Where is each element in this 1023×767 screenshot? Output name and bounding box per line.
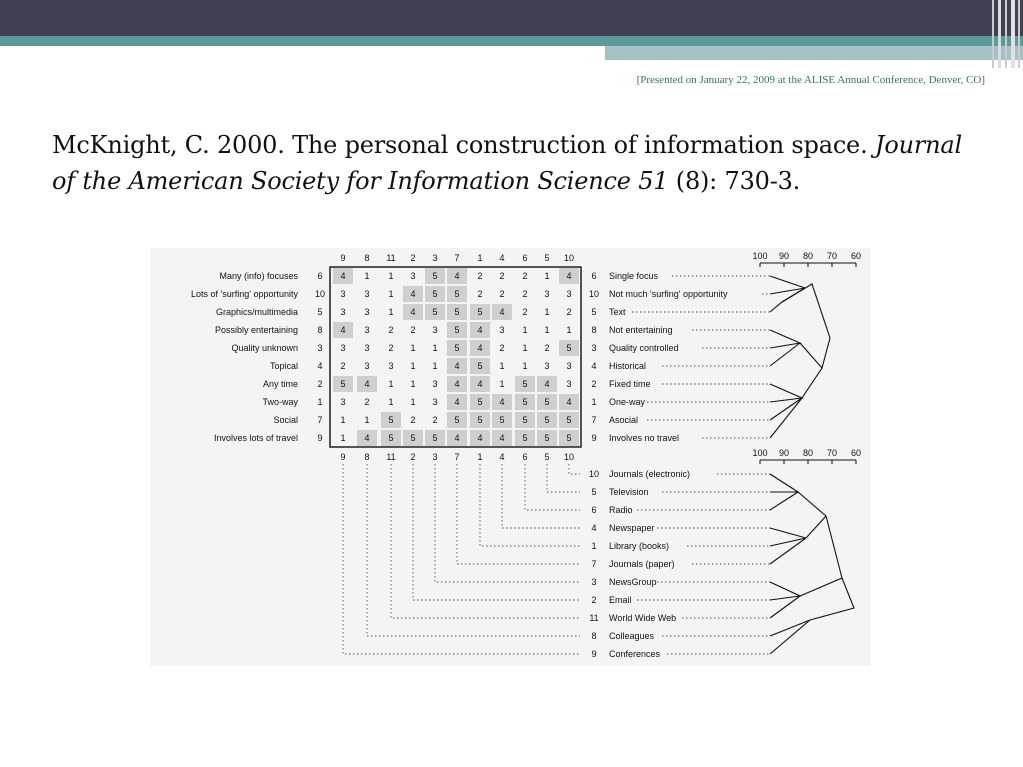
grid-cell-value: 2 xyxy=(499,271,505,281)
citation xyxy=(52,127,982,199)
grid-cell-value: 5 xyxy=(566,415,572,425)
element-label: Email xyxy=(609,595,632,605)
element-label: Journals (paper) xyxy=(609,559,675,569)
grid-cell-value: 4 xyxy=(566,271,572,281)
grid-cell-value: 5 xyxy=(454,289,460,299)
grid-cell-value: 3 xyxy=(364,343,370,353)
column-header-bottom: 5 xyxy=(544,452,550,462)
column-header-bottom: 3 xyxy=(432,452,438,462)
construct-left-label: Social xyxy=(273,415,298,425)
journal-name: Journal of the American Society for Information Science 51 xyxy=(52,131,962,195)
grid-cell-value: 4 xyxy=(499,433,505,443)
grid-cell-value: 2 xyxy=(388,325,394,335)
grid-cell-value: 4 xyxy=(410,289,416,299)
grid-cell-value: 5 xyxy=(477,361,483,371)
element-number: 1 xyxy=(591,541,597,551)
grid-cell-value: 1 xyxy=(522,325,528,335)
grid-cell-value: 4 xyxy=(410,307,416,317)
construct-left-number: 9 xyxy=(317,433,323,443)
grid-cell-value: 3 xyxy=(432,397,438,407)
grid-cell-value: 5 xyxy=(566,343,572,353)
dendrogram-scale-label: 70 xyxy=(826,251,838,261)
grid-cell-value: 5 xyxy=(432,433,438,443)
column-header-top: 3 xyxy=(432,253,438,263)
grid-cell-value: 2 xyxy=(432,415,438,425)
construct-right-number: 5 xyxy=(591,307,597,317)
construct-left-label: Quality unknown xyxy=(231,343,298,353)
grid-cell-value: 2 xyxy=(544,343,550,353)
construct-right-label: Involves no travel xyxy=(609,433,680,443)
grid-cell-value: 4 xyxy=(499,307,505,317)
grid-cell-value: 2 xyxy=(364,397,370,407)
construct-right-number: 9 xyxy=(591,433,597,443)
construct-right-label: Not entertaining xyxy=(609,325,673,335)
construct-right-number: 10 xyxy=(588,289,600,299)
construct-left-label: Any time xyxy=(262,379,298,389)
grid-cell-value: 2 xyxy=(410,415,416,425)
grid-cell-value: 1 xyxy=(410,343,416,353)
grid-cell-value: 4 xyxy=(477,325,483,335)
grid-cell-value: 4 xyxy=(454,397,460,407)
grid-cell-value: 3 xyxy=(566,379,572,389)
column-header-top: 4 xyxy=(499,253,505,263)
grid-cell-value: 1 xyxy=(566,325,572,335)
grid-cell-value: 5 xyxy=(340,379,346,389)
grid-cell-value: 5 xyxy=(454,343,460,353)
grid-cell-value: 4 xyxy=(454,379,460,389)
element-number: 4 xyxy=(591,523,597,533)
grid-cell-value: 3 xyxy=(432,379,438,389)
grid-cell-value: 1 xyxy=(388,307,394,317)
grid-cell-value: 2 xyxy=(410,325,416,335)
construct-left-number: 2 xyxy=(317,379,323,389)
element-label: Colleagues xyxy=(609,631,655,641)
construct-left-label: Two-way xyxy=(262,397,298,407)
dendrogram-scale-label: 60 xyxy=(850,251,862,261)
construct-right-number: 2 xyxy=(591,379,597,389)
grid-cell-value: 4 xyxy=(566,397,572,407)
element-number: 2 xyxy=(591,595,597,605)
construct-left-number: 8 xyxy=(317,325,323,335)
grid-cell-value: 3 xyxy=(340,343,346,353)
element-label: Journals (electronic) xyxy=(609,469,691,479)
grid-cell-value: 3 xyxy=(410,271,416,281)
grid-cell-value: 5 xyxy=(522,433,528,443)
grid-cell-value: 5 xyxy=(388,433,394,443)
decorative-stripes xyxy=(988,0,1023,68)
grid-cell-value: 4 xyxy=(499,397,505,407)
grid-cell-value: 5 xyxy=(477,397,483,407)
grid-cell-value: 1 xyxy=(364,271,370,281)
grid-cell-value: 2 xyxy=(499,289,505,299)
grid-cell-value: 3 xyxy=(364,307,370,317)
construct-right-label: Not much 'surfing' opportunity xyxy=(609,289,728,299)
grid-cell-value: 1 xyxy=(388,289,394,299)
grid-cell-value: 2 xyxy=(340,361,346,371)
grid-cell-value: 1 xyxy=(388,271,394,281)
grid-cell-value: 5 xyxy=(522,379,528,389)
construct-left-label: Lots of 'surfing' opportunity xyxy=(191,289,298,299)
grid-cell-value: 5 xyxy=(522,415,528,425)
element-label: World Wide Web xyxy=(609,613,677,623)
column-header-bottom: 11 xyxy=(386,452,396,462)
construct-right-number: 4 xyxy=(591,361,597,371)
grid-cell-value: 5 xyxy=(477,415,483,425)
grid-cell-value: 3 xyxy=(432,325,438,335)
column-header-top: 7 xyxy=(454,253,460,263)
grid-cell-value: 5 xyxy=(388,415,394,425)
grid-cell-value: 3 xyxy=(566,361,572,371)
grid-cell-value: 3 xyxy=(364,325,370,335)
grid-cell-value: 5 xyxy=(454,415,460,425)
grid-cell-value: 5 xyxy=(544,415,550,425)
construct-right-label: Historical xyxy=(609,361,647,371)
grid-cell-value: 2 xyxy=(477,271,483,281)
dendrogram-scale-label: 100 xyxy=(752,251,768,261)
construct-left-label: Involves lots of travel xyxy=(213,433,298,443)
conference-note: [Presented on January 22, 2009 at the ALISE Annual Conference, Denver, CO] xyxy=(636,74,985,86)
column-header-bottom: 7 xyxy=(454,452,460,462)
grid-cell-value: 2 xyxy=(522,307,528,317)
repertory-grid-figure xyxy=(150,248,870,666)
element-number: 8 xyxy=(591,631,597,641)
dendrogram-scale-label: 90 xyxy=(778,251,790,261)
column-header-bottom: 8 xyxy=(364,452,370,462)
grid-cell-value: 3 xyxy=(340,289,346,299)
element-label: Television xyxy=(609,487,649,497)
grid-cell-value: 3 xyxy=(364,361,370,371)
accent-band-light xyxy=(605,46,1023,60)
grid-cell-value: 5 xyxy=(432,271,438,281)
column-header-top: 8 xyxy=(364,253,370,263)
construct-right-number: 3 xyxy=(591,343,597,353)
element-label: Newspaper xyxy=(609,523,655,533)
construct-left-label: Graphics/multimedia xyxy=(215,307,298,317)
construct-left-label: Possibly entertaining xyxy=(214,325,298,335)
column-header-top: 9 xyxy=(340,253,346,263)
title-bar-band xyxy=(0,0,1023,36)
grid-cell-value: 1 xyxy=(340,433,346,443)
grid-cell-value: 4 xyxy=(477,433,483,443)
grid-cell-value: 2 xyxy=(477,289,483,299)
column-header-bottom: 9 xyxy=(340,452,346,462)
column-header-bottom: 2 xyxy=(410,452,416,462)
dendrogram-scale-label: 90 xyxy=(778,448,790,458)
construct-left-number: 7 xyxy=(317,415,323,425)
element-number: 6 xyxy=(591,505,597,515)
grid-cell-value: 3 xyxy=(340,397,346,407)
construct-right-label: Quality controlled xyxy=(609,343,679,353)
element-number: 3 xyxy=(591,577,597,587)
grid-cell-value: 5 xyxy=(454,325,460,335)
grid-cell-value: 5 xyxy=(522,397,528,407)
construct-right-number: 7 xyxy=(591,415,597,425)
grid-cell-value: 5 xyxy=(544,397,550,407)
grid-cell-value: 2 xyxy=(499,343,505,353)
construct-right-number: 6 xyxy=(591,271,597,281)
grid-cell-value: 4 xyxy=(364,379,370,389)
grid-cell-value: 1 xyxy=(499,379,505,389)
construct-left-label: Topical xyxy=(269,361,298,371)
column-header-bottom: 10 xyxy=(563,452,575,462)
column-header-bottom: 6 xyxy=(522,452,528,462)
column-header-bottom: 4 xyxy=(499,452,505,462)
grid-cell-value: 1 xyxy=(340,415,346,425)
grid-cell-value: 3 xyxy=(388,361,394,371)
dendrogram-scale-label: 80 xyxy=(802,251,814,261)
citation-tail: (8): 730-3. xyxy=(668,167,801,195)
dendrogram-scale-label: 80 xyxy=(802,448,814,458)
element-label: NewsGroup xyxy=(609,577,657,587)
element-label: Conferences xyxy=(609,649,661,659)
element-number: 7 xyxy=(591,559,597,569)
dendrogram-scale-label: 100 xyxy=(752,448,768,458)
citation-lead: McKnight, C. 2000. The personal construction of information space. xyxy=(52,131,875,159)
grid-cell-value: 1 xyxy=(544,271,550,281)
column-header-top: 1 xyxy=(477,253,483,263)
construct-right-label: Fixed time xyxy=(609,379,651,389)
grid-cell-value: 1 xyxy=(544,325,550,335)
grid-cell-value: 4 xyxy=(454,271,460,281)
grid-cell-value: 3 xyxy=(566,289,572,299)
construct-left-number: 6 xyxy=(317,271,323,281)
grid-cell-value: 1 xyxy=(522,343,528,353)
column-header-top: 2 xyxy=(410,253,416,263)
grid-cell-value: 1 xyxy=(522,361,528,371)
grid-cell-value: 5 xyxy=(432,289,438,299)
grid-cell-value: 3 xyxy=(364,289,370,299)
grid-cell-value: 5 xyxy=(410,433,416,443)
dendrogram-scale-label: 70 xyxy=(826,448,838,458)
grid-cell-value: 2 xyxy=(566,307,572,317)
grid-cell-value: 5 xyxy=(544,433,550,443)
construct-right-label: Single focus xyxy=(609,271,659,281)
element-number: 11 xyxy=(589,613,599,623)
grid-cell-value: 5 xyxy=(477,307,483,317)
grid-cell-value: 4 xyxy=(340,271,346,281)
construct-right-label: Asocial xyxy=(609,415,639,425)
grid-cell-value: 5 xyxy=(566,433,572,443)
grid-cell-value: 1 xyxy=(410,397,416,407)
grid-cell-value: 4 xyxy=(477,343,483,353)
construct-right-number: 1 xyxy=(591,397,597,407)
grid-cell-value: 4 xyxy=(454,433,460,443)
construct-left-number: 5 xyxy=(317,307,323,317)
construct-right-number: 8 xyxy=(591,325,597,335)
grid-cell-value: 1 xyxy=(432,343,438,353)
dendrogram-scale-label: 60 xyxy=(850,448,862,458)
accent-band xyxy=(0,36,1023,46)
grid-cell-value: 1 xyxy=(364,415,370,425)
grid-cell-value: 4 xyxy=(364,433,370,443)
grid-cell-value: 1 xyxy=(544,307,550,317)
grid-cell-value: 3 xyxy=(544,289,550,299)
grid-cell-value: 5 xyxy=(499,415,505,425)
element-label: Radio xyxy=(609,505,633,515)
element-number: 9 xyxy=(591,649,597,659)
grid-cell-value: 2 xyxy=(388,343,394,353)
grid-cell-value: 1 xyxy=(410,379,416,389)
construct-left-number: 1 xyxy=(317,397,323,407)
grid-cell-value: 1 xyxy=(410,361,416,371)
construct-right-label: Text xyxy=(609,307,626,317)
grid-cell-value: 1 xyxy=(388,379,394,389)
column-header-top: 6 xyxy=(522,253,528,263)
column-header-bottom: 1 xyxy=(477,452,483,462)
grid-cell-value: 3 xyxy=(499,325,505,335)
grid-cell-value: 3 xyxy=(544,361,550,371)
construct-left-number: 4 xyxy=(317,361,323,371)
grid-cell-value: 4 xyxy=(454,361,460,371)
construct-left-label: Many (info) focuses xyxy=(219,271,298,281)
grid-cell-value: 5 xyxy=(454,307,460,317)
element-number: 10 xyxy=(588,469,600,479)
construct-left-number: 10 xyxy=(314,289,326,299)
element-label: Library (books) xyxy=(609,541,670,551)
grid-cell-value: 4 xyxy=(544,379,550,389)
construct-left-number: 3 xyxy=(317,343,323,353)
grid-cell-value: 4 xyxy=(477,379,483,389)
grid-cell-value: 5 xyxy=(432,307,438,317)
column-header-top: 11 xyxy=(386,253,396,263)
element-number: 5 xyxy=(591,487,597,497)
grid-cell-value: 4 xyxy=(340,325,346,335)
grid-cell-value: 1 xyxy=(388,397,394,407)
grid-cell-value: 3 xyxy=(340,307,346,317)
construct-right-label: One-way xyxy=(609,397,646,407)
grid-cell-value: 2 xyxy=(522,271,528,281)
grid-cell-value: 1 xyxy=(499,361,505,371)
column-header-top: 5 xyxy=(544,253,550,263)
grid-cell-value: 2 xyxy=(522,289,528,299)
column-header-top: 10 xyxy=(563,253,575,263)
grid-cell-value: 1 xyxy=(432,361,438,371)
